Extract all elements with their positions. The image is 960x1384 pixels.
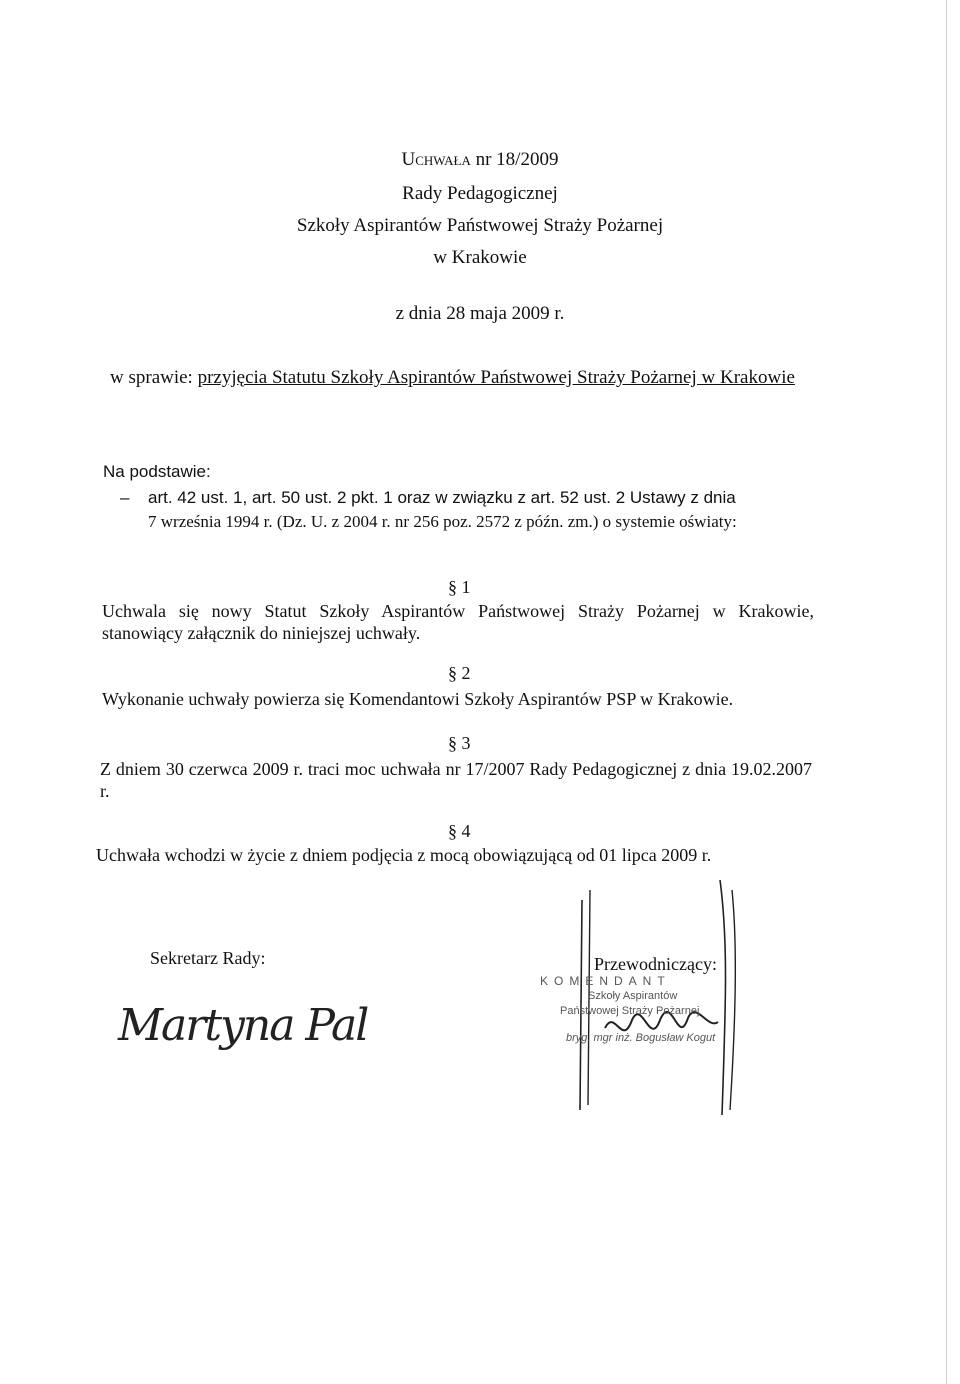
resolution-title-prefix: Uchwała <box>401 149 471 170</box>
subject-text: przyjęcia Statutu Szkoły Aspirantów Państwowej Straży Pożarnej w Krakowie <box>197 367 795 388</box>
resolution-title <box>0 150 960 169</box>
section-2-text: Wykonanie uchwały powierza się Komendantowi Szkoły Aspirantów PSP w Krakowie. <box>102 689 734 709</box>
section-4-number: § 4 <box>448 821 471 841</box>
section-2-number: § 2 <box>448 663 471 683</box>
section-3-text: Z dniem 30 czerwca 2009 r. traci moc uchwała nr 17/2007 Rady Pedagogicznej z dnia 19.02.2007 r. <box>100 759 812 801</box>
stamp-line-3: Państwowej Straży Pożarnej <box>560 1005 700 1017</box>
section-1-number: § 1 <box>448 577 471 597</box>
section-1-text: Uchwala się nowy Statut Szkoły Aspirantów Państwowej Straży Pożarnej w Krakowie, stanowiący załącznik do niniejszej uchwały. <box>102 601 814 643</box>
secretary-label: Sekretarz Rady: <box>150 948 266 968</box>
scan-edge-line <box>946 0 947 1384</box>
stamp-line-1: KOMENDANT <box>540 974 671 988</box>
stamp-line-2: Szkoły Aspirantów <box>588 990 678 1002</box>
subject-line <box>110 368 795 387</box>
chair-label: Przewodniczący: <box>594 954 717 974</box>
school-name: Szkoły Aspirantów Państwowej Straży Pożarnej <box>296 215 664 236</box>
stamp-line-4: bryg. mgr inż. Bogusław Kogut <box>566 1032 716 1044</box>
city-line: w Krakowie <box>433 247 527 268</box>
council-name: Rady Pedagogicznej <box>402 183 558 204</box>
subject-prefix: w sprawie: <box>110 367 198 388</box>
basis-intro: Na podstawie: <box>103 462 211 481</box>
resolution-date: z dnia 28 maja 2009 r. <box>395 303 565 324</box>
section-4-text: Uchwała wchodzi w życie z dniem podjęcia z mocą obowiązującą od 01 lipca 2009 r. <box>96 845 712 865</box>
basis-bullet: – <box>120 488 130 507</box>
secretary-signature: Martyna Pal <box>118 1000 368 1051</box>
resolution-title-number: nr 18/2009 <box>475 149 559 170</box>
section-3-number: § 3 <box>448 733 471 753</box>
basis-line-2: 7 września 1994 r. (Dz. U. z 2004 r. nr 256 poz. 2572 z późn. zm.) o systemie oświaty: <box>148 512 737 531</box>
basis-line-1: art. 42 ust. 1, art. 50 ust. 2 pkt. 1 oraz w związku z art. 52 ust. 2 Ustawy z dnia <box>148 488 736 507</box>
